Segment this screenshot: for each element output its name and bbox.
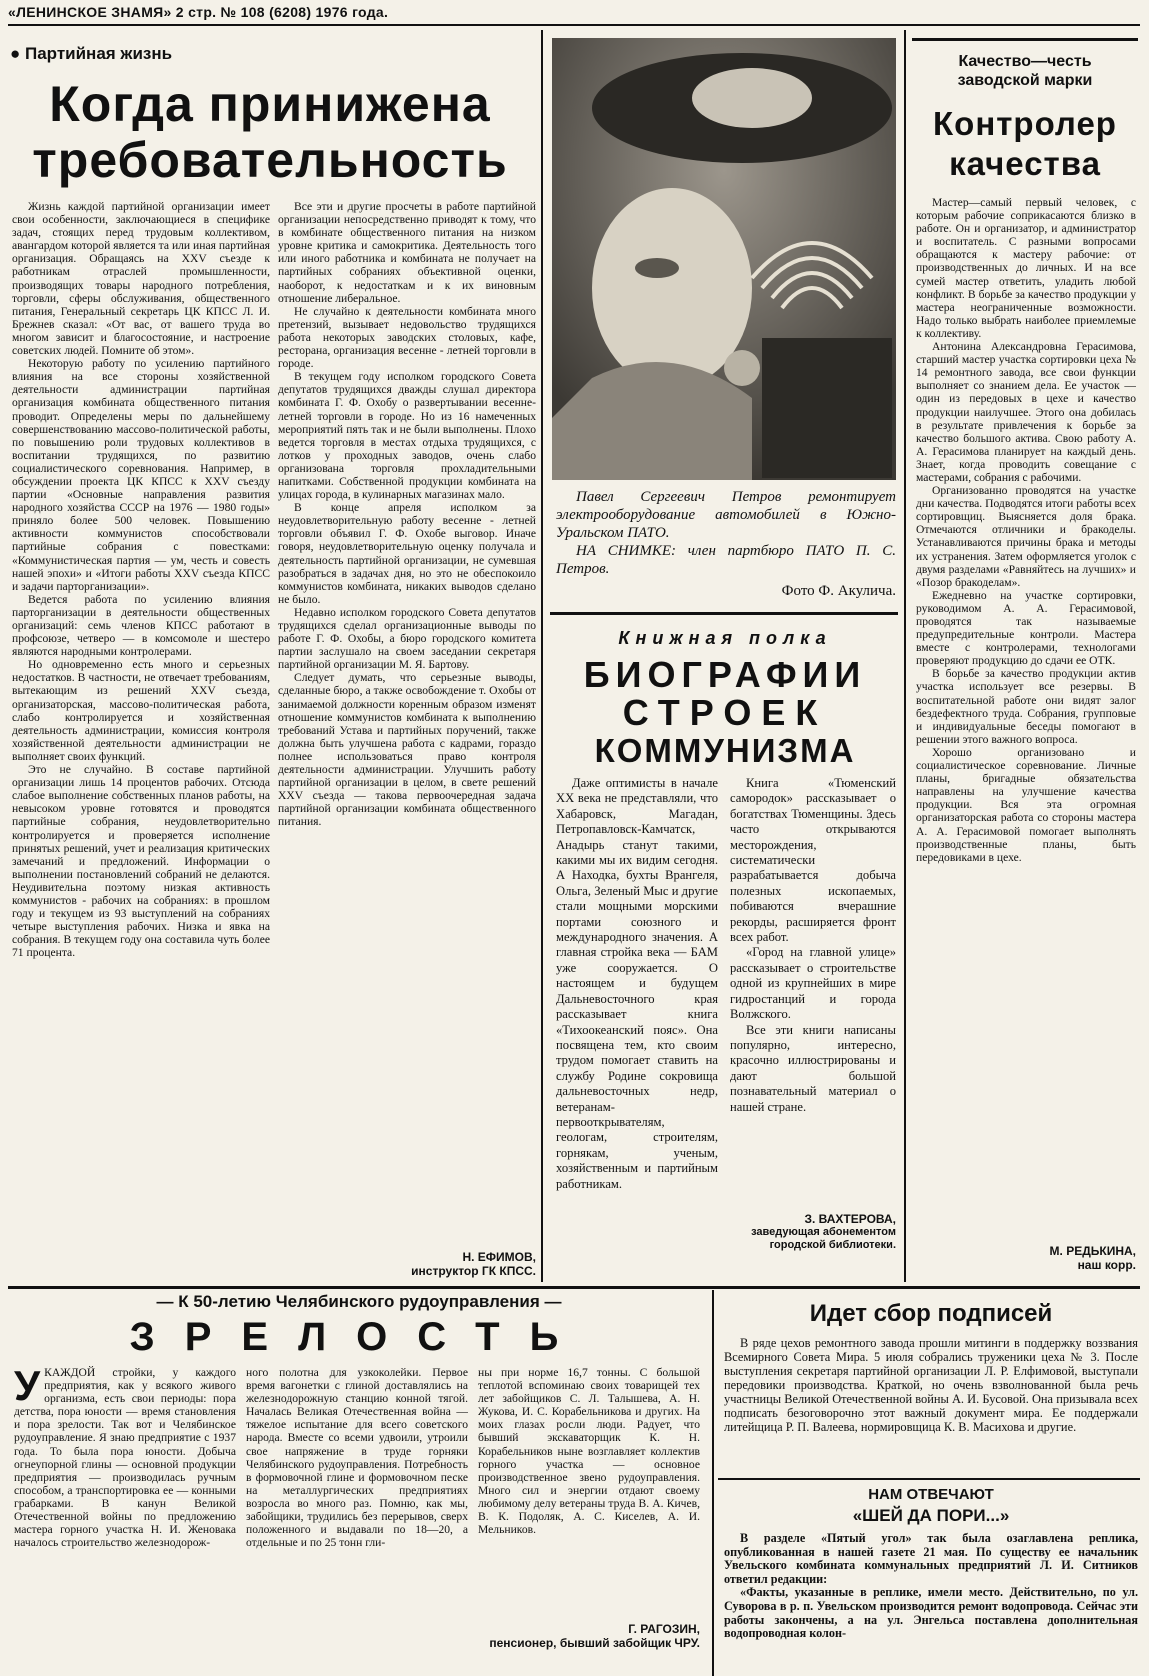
books-sig-name: З. ВАХТЕРОВА, bbox=[804, 1212, 896, 1226]
maturity-col3 bbox=[478, 1366, 700, 1622]
photo-credit: Фото Ф. Акулича. bbox=[781, 583, 896, 599]
party-signature bbox=[278, 1250, 536, 1278]
party-sig-name: Н. ЕФИМОВ, bbox=[462, 1250, 536, 1264]
maturity-rubric-text: К 50-летию Челябинского рудоуправления bbox=[178, 1292, 540, 1311]
party-paragraph: Следует думать, что серьезные выводы, сделанные бюро, а также освобождение т. Охобы от занимаемой должности коренным образом изменят отношение коммунистов комбината к выполнению требований Устава и партийных поручений, также должна быть улучшена работа с кадрами, гораздо полнее использоваться право контроля деятельности администрации. Улучшить работу партийной организации в целом, в свете решений XXV съезда — такова первоочередная задача партийной организации комбината общественного питания. bbox=[278, 671, 536, 829]
reply-title: «ШЕЙ ДА ПОРИ...» bbox=[852, 1506, 1010, 1525]
books-paragraph: «Город на главной улице» рассказывает о строительстве одной из крупнейших в мире гидростанций и города Волжского. bbox=[730, 945, 896, 1022]
quality-signature bbox=[916, 1244, 1136, 1272]
party-paragraph: Это не случайно. В составе партийной организации лишь 14 процентов рабочих. Отсюда слабое выполнение собственных планов работы, на невысоком уровне готовятся и проводятся партийные собрания, неудовлетворительно контролируется и проверяется исполнение принятых решений, учет и реализация критических замечаний и предложений. Информации о выполнении постановлений собраний не делаются. Неудивительна поэтому низкая активность коммунистов - рабочих на собраниях: в прошлом году и текущем из 93 выступлений на собраниях четыре выступления рабочих. Низка и явка на собрания. В текущем году она составила чуть более 71 процента. bbox=[12, 763, 270, 960]
signatures-title: Идет сбор подписей bbox=[809, 1300, 1053, 1327]
party-title bbox=[10, 76, 530, 188]
party-paragraph: Некоторую работу по усилению партийного влияния на все стороны хозяйственной деятельности администрации партийная организация комбината общественного питания проводит. Определены меры по дальнейшему совершенствованию массово-политической работы, по повышению роли трудовых коллективов в воспитании трудящихся, по развитию социалистического соревнования. Например, в обсуждении проекта ЦК КПСС к XXV съезду партии «Основные направления развития народного хозяйства СССР на 1976 — 1980 годы» приняло более 500 человек. Повышению активности коммунистов способствовали партийные собрания с повестками: «Коммунистическая партия — ум, честь и совесть нашей эпохи» и «Итоги работы XXV съезда КПСС и задачи парторганизации». bbox=[12, 357, 270, 593]
maturity-sig-name: Г. РАГОЗИН, bbox=[628, 1622, 700, 1636]
maturity-rubric: — К 50-летию Челябинского рудоуправления — bbox=[156, 1292, 562, 1311]
books-title-2: СТРОЕК bbox=[622, 692, 828, 733]
books-signature bbox=[730, 1212, 896, 1252]
maturity-col1-text: КАЖДОЙ стройки, у каждого предприятия, как у всякого живого организма, есть свои периоды: пора детства, пора юности — время становления и пора зрелости. Так вот и Челябинское рудоуправление. Я знаю предприятие с 1937 года. То была пора юности. Добыча огнеупорной глины — основной продукции предприятия — производилась ручным способом, а транспортировка ее — конными грабарками. В канун Великой Отечественной войны по предложению мастера горного участка Н. И. Женовака началось строительство железнодорож- bbox=[14, 1366, 236, 1550]
maturity-col1 bbox=[14, 1366, 236, 1666]
quality-title-1: Контролер bbox=[933, 105, 1117, 142]
maturity-sig-role: пенсионер, бывший забойщик ЧРУ. bbox=[489, 1636, 700, 1650]
books-colB bbox=[730, 776, 896, 1196]
books-paragraph: Даже оптимисты в начале XX века не представляли, что Хабаровск, Магадан, Петропавловск-Камчатск, Анадырь станут такими, какими мы их видим сегодня. А Находка, бухты Врангеля, Ольга, Зеленый Мыс и другие стали мощными морскими портами союзного и международного значения. А главная стройка века — БАМ уже сооружается. О настоящем и будущем Дальневосточного края рассказывает книга «Тихоокеанский пояс». Она посвящена тем, кто своим трудом помогает ставить на службу Родине сокровища дальневосточных недр, ветеранам-первооткрывателям, геологам, строителям, горнякам, ученым, хозяйственным и партийным работникам. bbox=[556, 776, 718, 1191]
quality-sig-name: М. РЕДЬКИНА, bbox=[1049, 1244, 1136, 1258]
reply-paragraph: «Факты, указанные в реплике, имели место. Действительно, по ул. Суворова в р. п. Увельском производится ремонт водопровода. Сейчас эти работы закончены, а на ул. Энгельса поставлена дополнительная водопроводная колон- bbox=[724, 1585, 1138, 1641]
quality-rubric-2: заводской марки bbox=[957, 72, 1093, 89]
quality-rubric bbox=[912, 52, 1138, 90]
party-paragraph: Все эти и другие просчеты в работе партийной организации непосредственно приводят к тому, что в комбинате общественного питания на низком уровне критика и самокритика. Деятельность того или иного работника и комбината не получает на партийных собраниях объективной оценки, наоборот, к недостаткам и к их виновным отношение либеральное. bbox=[278, 200, 536, 305]
party-paragraph: В конце апреля исполком за неудовлетворительную работу весенне - летней торговли объявил Г. Ф. Охобе выговор. Иначе говоря, неудовлетворительную оценку получала и деятельность партийной организации, не сумевшая разобраться в задачах дня, но это не обеспокоило коммунистов комбината, никаких выводов сделано не было. bbox=[278, 501, 536, 606]
quality-paragraph: Организованно проводятся на участке дни качества. Подводятся итоги работы всех сортировщиц. Выясняется доля брака. Отмечаются отличники и бракоделы. Устанавливаются причины брака и методы их устранения. Затем оформляется уголок с двумя разделами «Равняйтесь на лучших» и «Позор бракоделам». bbox=[916, 484, 1136, 589]
quality-paragraph: В борьбе за качество продукции актив участка использует все резервы. В воспитательной работе они видят залог бездефектного труда. Собрания, групповые и индивидуальные беседы помогают в решении этого важного вопроса. bbox=[916, 667, 1136, 746]
quality-paragraph: Антонина Александровна Герасимова, старший мастер участка сортировки цеха № 14 ремонтного завода, все свои функции выполняет со знанием дела. Ее участок — один из передовых в цехе и качество продукции наилучшее. Этого она добилась в результате привлечения к борьбе за качество большого актива. Свою работу А. А. Герасимова планирует на каждый день. Знает, когда проводить совещание с мастерами, собрания с рабочими. bbox=[916, 340, 1136, 484]
section-rule bbox=[550, 612, 898, 615]
column-divider bbox=[904, 30, 906, 1282]
party-sig-role: инструктор ГК КПСС. bbox=[411, 1264, 536, 1278]
photo-caption-snimke: НА СНИМКЕ: член партбюро ПАТО П. С. Петров. bbox=[556, 543, 896, 577]
party-paragraph: Но одновременно есть много и серьезных недостатков. В частности, не отвечает требованиям, вытекающим из решений XXV съезда, организаторская, массово-политическая работа, слабо контролируется и хозяйственная деятельность администрации, комиссия контроля хозяйственной деятельности администрации не выполняет своих функций. bbox=[12, 658, 270, 763]
quality-paragraph: Ежедневно на участке сортировки, руководимом А. А. Герасимовой, проводятся так называемые предупредительные контроли. Мастера вместе с контролерами, технологами проверяют продукцию до сдачи ее ОТК. bbox=[916, 588, 1136, 668]
party-paragraph: Ведется работа по усилению влияния парторганизации в деятельности общественных организаций: семь членов КПСС работают в профсоюзе, четверо — в комсомоле и шестеро являются народными контролерами. bbox=[12, 592, 270, 659]
reply-rubric: НАМ ОТВЕЧАЮТ bbox=[868, 1486, 994, 1503]
masthead: «ЛЕНИНСКОЕ ЗНАМЯ» 2 стр. № 108 (6208) 1976 года. bbox=[8, 4, 389, 20]
masthead-rule bbox=[8, 24, 1140, 26]
maturity-col2 bbox=[246, 1366, 468, 1666]
books-paragraph: Все эти книги написаны популярно, интересно, красочно иллюстрированы и дают большой познавательный материал о нашей стране. bbox=[730, 1022, 896, 1114]
party-paragraph: Не случайно к деятельности комбината много претензий, вызывает недовольство трудящихся работа некоторых заводских столовых, кафе, ресторана, организация весенне - летней торговли в городе. bbox=[278, 304, 536, 371]
maturity-signature bbox=[478, 1622, 700, 1650]
party-title-line1: Когда принижена bbox=[49, 76, 491, 132]
maturity-dropcap: У bbox=[14, 1366, 41, 1409]
books-title bbox=[552, 656, 898, 770]
quality-rubric-1: Качество—честь bbox=[958, 53, 1092, 70]
reply-text bbox=[724, 1532, 1138, 1672]
books-colA bbox=[556, 776, 718, 1276]
quality-paragraph: Мастер—самый первый человек, с которым рабочие соприкасаются близко в работе. Он и организатор, и администратор и воспитатель. С разными вопросами обращаются к мастеру рабочие: от производственных до личных. И на все сумей мастер ответить, уладить любой конфликт. В борьбе за качество продукции у мастера неограниченные возможности. Надо только выбрать наиболее приемлемые к коллективу. bbox=[916, 196, 1136, 340]
party-paragraph: Недавно исполком городского Совета депутатов трудящихся сделал организационные выводы по работе Г. Ф. Охобы, а бюро городского комитета партии заслушало на своем заседании секретаря партийной организации М. Я. Бартову. bbox=[278, 605, 536, 672]
party-paragraph: Жизнь каждой партийной организации имеет свои особенности, заключающиеся в специфике задач, стоящих перед трудовым коллективом, авангардом которой является та или иная партийная организация. Обращаясь на XXV съезде к работникам отраслей промышленности, производящих товары народного потребления, торговли, сферы обслуживания, общественного питания, Генеральный секретарь ЦК КПСС Л. И. Брежнев сказал: «От вас, от вашего труда во многом зависит и благосостояние, и настроение советских людей. Помните об этом». bbox=[12, 200, 270, 358]
column-divider bbox=[712, 1290, 714, 1676]
signatures-paragraph: В ряде цехов ремонтного завода прошли митинги в поддержку воззвания Всемирного Совета Мира. 5 июля собрались труженики цеха № 3. После выступления секретаря партийной организации Л. Р. Елфимовой, выступали передовики производства. Краткой, но очень взволнованной была речь участницы Великой Отечественной войны А. И. Бусовой. Она призывала всех подписать безоговорочно этот важный документ мира. Ее поддержали литейщица Р. П. Валеева, нормировщица К. В. Масихова и другие. bbox=[724, 1336, 1138, 1434]
photo-caption-main: Павел Сергеевич Петров ремонтирует электрооборудование автомобилей в Южно-Уральском ПАТО. bbox=[556, 489, 896, 541]
party-rubric: ● Партийная жизнь bbox=[10, 44, 173, 63]
quality-paragraph: Хорошо организовано и социалистическое соревнование. Личные планы, бригадные обязательства направлены на улучшение качества продукции. Вся эта огромная организаторская работа со стороны мастера А. А. Герасимовой помогает выполнять производственные планы, быть передовиками в цехе. bbox=[916, 745, 1136, 864]
books-title-1: БИОГРАФИИ bbox=[583, 654, 867, 695]
photo-illustration bbox=[552, 38, 896, 480]
books-sig-role: заведующая абонементом городской библиотеки. bbox=[751, 1226, 896, 1251]
reply-paragraph: В разделе «Пятый угол» так была озаглавлена реплика, опубликованная в нашей газете 21 мая. По существу ее начальник Увельского комбината коммунальных предприятий Л. И. Ситников ответил редакции: bbox=[724, 1532, 1138, 1586]
party-col2 bbox=[278, 200, 536, 1240]
party-col1 bbox=[12, 200, 270, 1280]
quality-sig-role: наш корр. bbox=[1077, 1258, 1136, 1272]
books-title-3: КОММУНИЗМА bbox=[594, 732, 856, 769]
bottom-section-rule bbox=[8, 1286, 1140, 1289]
photo-caption bbox=[556, 488, 896, 600]
quality-text bbox=[916, 196, 1136, 1236]
maturity-col3-text: ны при норме 16,7 тонны. С большой теплотой вспоминаю своих товарищей тех лет забойщиков С. Л. Талышева, А. Н. Жукова, И. С. Корабельникова и других. На моих глазах росли люди. Радует, что бывший экскаваторщик К. Н. Корабельников ныне возглавляет коллектив горного участка — основное производственное звено рудоуправления. Много сил и энергии отдают своему любимому делу ветераны труда В. А. Кичев, В. К. Подоляк, А. С. Киселев, А. И. Мельников. bbox=[478, 1366, 700, 1537]
photo-worker bbox=[552, 38, 896, 480]
party-rubric-text: Партийная жизнь bbox=[25, 44, 173, 63]
books-paragraph: Книга «Тюменский самородок» рассказывает о богатствах Тюменщины. Здесь часто открываются месторождения, систематически разрабатывается добыча полезных ископаемых, побиваются вчерашние рекорды, расширяется фронт всех работ. bbox=[730, 776, 896, 945]
quality-title-2: качества bbox=[949, 145, 1101, 182]
quality-title bbox=[912, 104, 1138, 184]
maturity-col2-text: ного полотна для узкоколейки. Первое время вагонетки с глиной доставлялись на железнодорожную станцию конной тягой. Началась Великая Отечественная война — тяжелое испытание для всего советского народа. Вместе со всеми удвоили, утроили свое напряжение в труде горняки Челябинского рудоуправления. Потребность в формовочной глине и формовочном песке на металлургических предприятиях возросла во много раз. Помню, как мы, забойщики, трудились без перерывов, сверх положенного и выдавали по 18—20, а отдельные и по 25 тонн гли- bbox=[246, 1366, 468, 1550]
party-paragraph: В текущем году исполком городского Совета депутатов трудящихся дважды слушал директора комбината Г. Ф. Охобу о развертывании весенне-летней торговли в городе. Но из 16 намеченных мероприятий пять так и не были выполнены. Плохо ведется торговля в местах отдыха трудящихся, с лотков у проходных заводов, очень слабо организована торговля прохладительными напитками. Собственной продукции комбината на улицах города, в кулинарных магазинах мало. bbox=[278, 370, 536, 502]
maturity-title: ЗРЕЛОСТЬ bbox=[129, 1315, 589, 1359]
party-title-line2: требовательность bbox=[32, 132, 508, 188]
books-rubric: Книжная полка bbox=[618, 628, 832, 648]
reply-rule bbox=[718, 1478, 1140, 1480]
signatures-text bbox=[724, 1336, 1138, 1486]
column-divider bbox=[541, 30, 543, 1282]
